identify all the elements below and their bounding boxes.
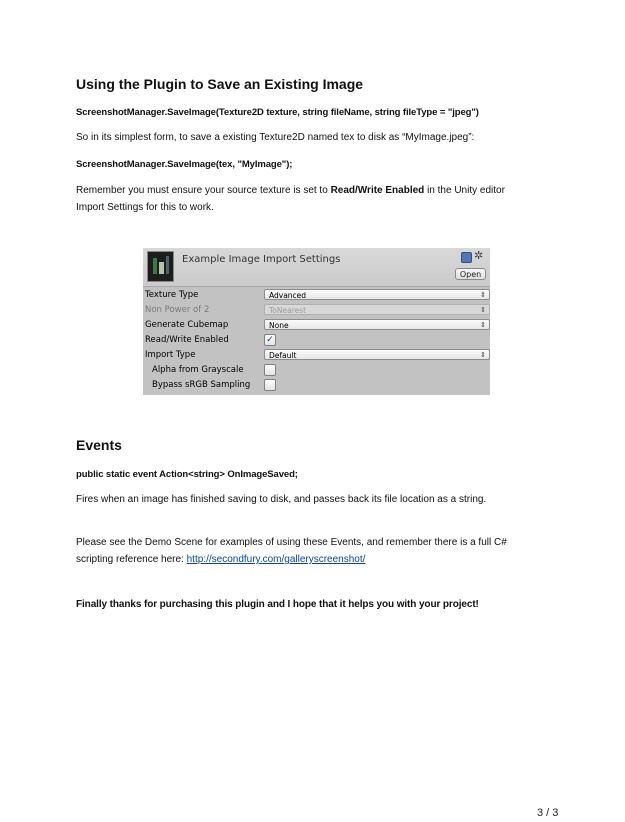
scripting-reference-link[interactable]: http://secondfury.com/galleryscreenshot/ [186, 554, 366, 565]
row-texture-type [145, 288, 488, 303]
import-type-dropdown[interactable] [264, 349, 490, 360]
event-description: Fires when an image has finished saving to disk, and passes back its file location as a string. [76, 494, 487, 505]
page-number: 3 / 3 [537, 807, 559, 819]
open-button[interactable]: Open [455, 268, 486, 280]
alpha-from-grayscale-label: Alpha from Grayscale [152, 365, 244, 375]
alpha-from-grayscale-checkbox[interactable] [264, 364, 276, 376]
bypass-srgb-label: Bypass sRGB Sampling [152, 380, 251, 390]
import-settings-panel [143, 248, 490, 395]
save-image-signature: ScreenshotManager.SaveImage(Texture2D texture, string fileName, string fileType = "jpeg") [76, 107, 479, 118]
texture-thumbnail [147, 251, 174, 282]
read-write-note-text-after: in the Unity editor [424, 185, 505, 196]
row-alpha-from-grayscale [145, 363, 488, 378]
section-heading-save-image: Using the Plugin to Save an Existing Image [76, 76, 364, 92]
read-write-note-text: Remember you must ensure your source texture is set to [76, 185, 331, 196]
demo-scene-line2: scripting reference here: [76, 554, 187, 565]
panel-header [143, 248, 490, 287]
read-write-enabled-checkbox[interactable]: ✓ [264, 334, 276, 346]
texture-type-value: Advanced [269, 291, 307, 300]
demo-scene-text [76, 534, 507, 568]
example-call: ScreenshotManager.SaveImage(tex, "MyImage"); [76, 159, 293, 170]
row-import-type [145, 348, 488, 363]
book-icon[interactable] [461, 252, 472, 263]
bypass-srgb-checkbox[interactable] [264, 379, 276, 391]
read-write-note-bold: Read/Write Enabled [330, 185, 425, 196]
generate-cubemap-label: Generate Cubemap [145, 320, 229, 330]
thanks-text: Finally thanks for purchasing this plugin and I hope that it helps you with your project! [76, 599, 479, 610]
intro-text: So in its simplest form, to save a existing Texture2D named tex to disk as “MyImage.jpeg”: [76, 132, 475, 143]
panel-title: Example Image Import Settings [182, 254, 341, 265]
row-generate-cubemap [145, 318, 488, 333]
read-write-enabled-label: Read/Write Enabled [145, 335, 229, 345]
texture-type-dropdown[interactable] [264, 289, 490, 300]
non-power-of-2-value: ToNearest [269, 306, 307, 315]
event-signature: public static event Action<string> OnImageSaved; [76, 469, 298, 480]
texture-type-label: Texture Type [145, 290, 199, 300]
dropdown-arrow-icon: ⇕ [480, 291, 486, 299]
gear-icon[interactable]: ✲ [474, 249, 484, 262]
row-read-write-enabled [145, 333, 488, 348]
non-power-of-2-dropdown [264, 304, 490, 315]
generate-cubemap-dropdown[interactable] [264, 319, 490, 330]
generate-cubemap-value: None [269, 321, 289, 330]
demo-scene-line1: Please see the Demo Scene for examples of using these Events, and remember there is a full C# [76, 537, 507, 548]
read-write-note [76, 182, 505, 216]
non-power-of-2-label: Non Power of 2 [145, 305, 210, 315]
dropdown-arrow-icon: ⇕ [480, 321, 486, 329]
section-heading-events: Events [76, 437, 122, 453]
row-non-power-of-2 [145, 303, 488, 318]
dropdown-arrow-icon: ⇕ [480, 306, 486, 314]
dropdown-arrow-icon: ⇕ [480, 351, 486, 359]
read-write-note-line2: Import Settings for this to work. [76, 202, 214, 213]
import-type-value: Default [269, 351, 297, 360]
row-bypass-srgb [145, 378, 488, 393]
import-type-label: Import Type [145, 350, 196, 360]
